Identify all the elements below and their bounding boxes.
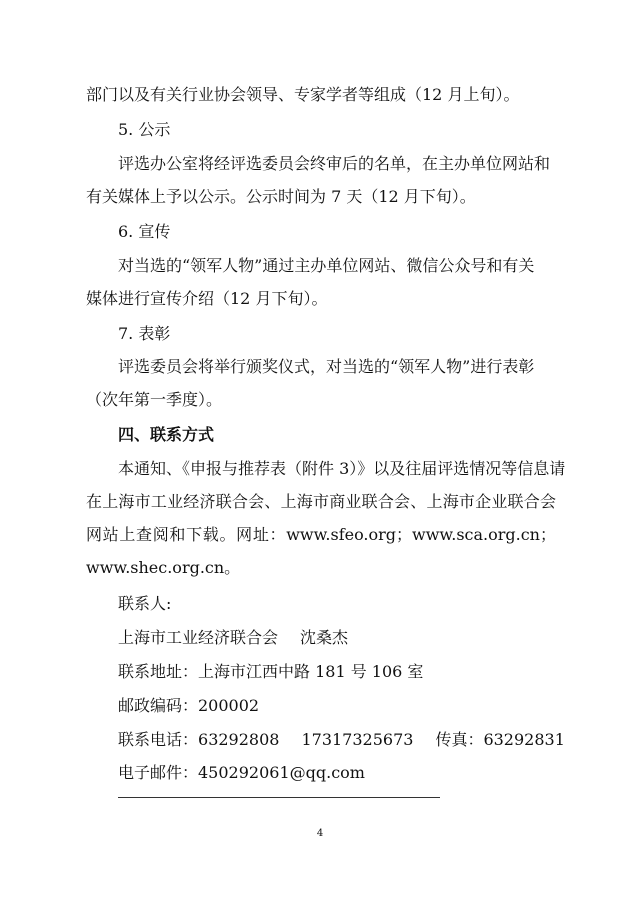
text-line: 媒体进行宣传介绍（12 月下旬）。: [86, 289, 328, 308]
text-line: www.shec.org.cn。: [86, 558, 241, 577]
text-line: 在上海市工业经济联合会、上海市商业联合会、上海市企业联合会: [86, 492, 556, 511]
text-line: 网站上查阅和下载。网址：www.sfeo.org；www.sca.org.cn；: [86, 525, 556, 544]
text-line: （次年第一季度）。: [86, 390, 223, 409]
text-line: 部门以及有关行业协会领导、专家学者等组成（12 月上旬）。: [86, 85, 520, 104]
footnote-divider: [118, 797, 440, 798]
text-line: 评选办公室将经评选委员会终审后的名单，在主办单位网站和: [118, 154, 551, 173]
section-heading: 5. 公示: [118, 120, 171, 139]
contact-label: 联系人:: [118, 594, 172, 613]
contact-postcode: 邮政编码：200002: [118, 696, 260, 715]
text-line: 有关媒体上予以公示。公示时间为 7 天（12 月下旬）。: [86, 187, 476, 206]
section-heading: 6. 宣传: [118, 222, 171, 241]
chapter-heading: 四、联系方式: [118, 425, 215, 444]
page-number: 4: [316, 828, 324, 839]
contact-person-line: [118, 628, 556, 648]
contact-phone-line: [118, 730, 565, 750]
text-line: 本通知、《申报与推荐表（附件 3）》以及往届评选情况等信息请: [118, 459, 566, 478]
contact-phone-label: 联系电话：: [118, 730, 199, 749]
text-line: 评选委员会将举行颁奖仪式，对当选的“领军人物”进行表彰: [118, 357, 535, 376]
contact-phone-2: 17317325673: [301, 730, 414, 749]
contact-org: 上海市工业经济联合会: [118, 628, 279, 647]
text-line: 对当选的“领军人物”通过主办单位网站、微信公众号和有关: [118, 256, 535, 275]
contact-fax: 传真：63292831: [435, 730, 565, 749]
contact-phone-1: 63292808: [198, 730, 280, 749]
contact-address: 联系地址：上海市江西中路 181 号 106 室: [118, 662, 424, 681]
contact-person: 沈桑杰: [300, 628, 349, 647]
contact-email: 电子邮件：450292061@qq.com: [118, 763, 365, 782]
section-heading: 7. 表彰: [118, 324, 171, 343]
